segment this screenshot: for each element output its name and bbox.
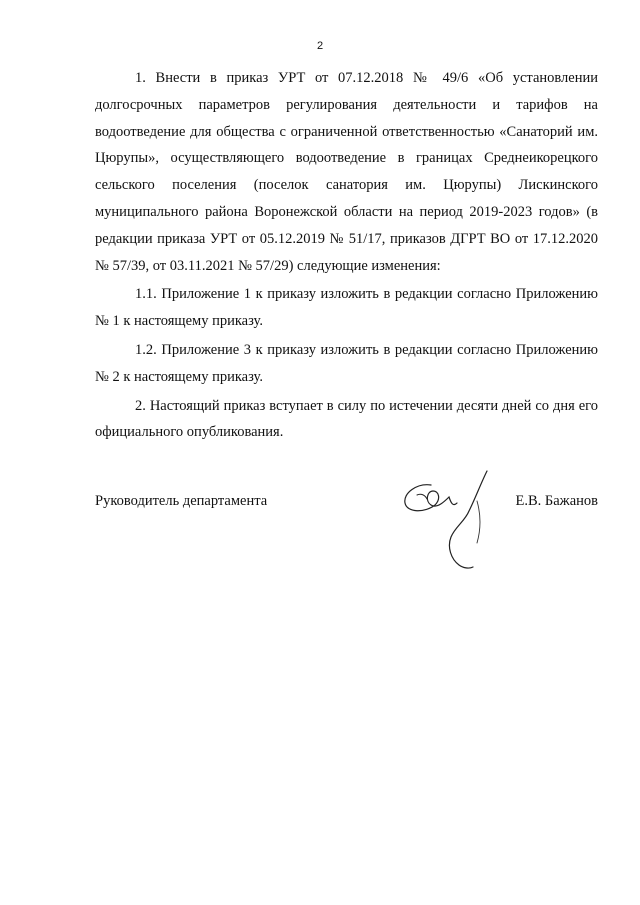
handwritten-signature	[395, 465, 495, 575]
signer-title: Руководитель департамента	[95, 493, 268, 509]
paragraph-amendment: 1. Внести в приказ УРТ от 07.12.2018 № 49/6 «Об установлении долгосрочных параметров регулирования деятельности и тарифов на водоотведение для общества с ограниченной ответственностью «Санаторий им. Цюрупы», осуществляющего водоотведение в границах Среднеикорецкого сельского поселения (поселок санатория им. Цюрупы) Лискинского муниципального района Воронежской области на период 2019-2023 годов» (в редакции приказа УРТ от 05.12.2019 № 51/17, приказов ДГРТ ВО от 17.12.2020 № 57/39, от 03.11.2021 № 57/29) следующие изменения:	[95, 70, 598, 274]
page-number: 2	[316, 40, 324, 52]
paragraph-item-1-2: 1.2. Приложение 3 к приказу изложить в редакции согласно Приложению № 2 к настоящему приказу.	[95, 341, 598, 385]
paragraph-effective-date: 2. Настоящий приказ вступает в силу по истечении десяти дней со дня его официального опубликования.	[95, 397, 598, 441]
signer-name: Е.В. Бажанов	[515, 493, 598, 509]
order-body	[95, 65, 598, 446]
paragraph-item-1-1: 1.1. Приложение 1 к приказу изложить в редакции согласно Приложению № 1 к настоящему приказу.	[95, 286, 598, 330]
